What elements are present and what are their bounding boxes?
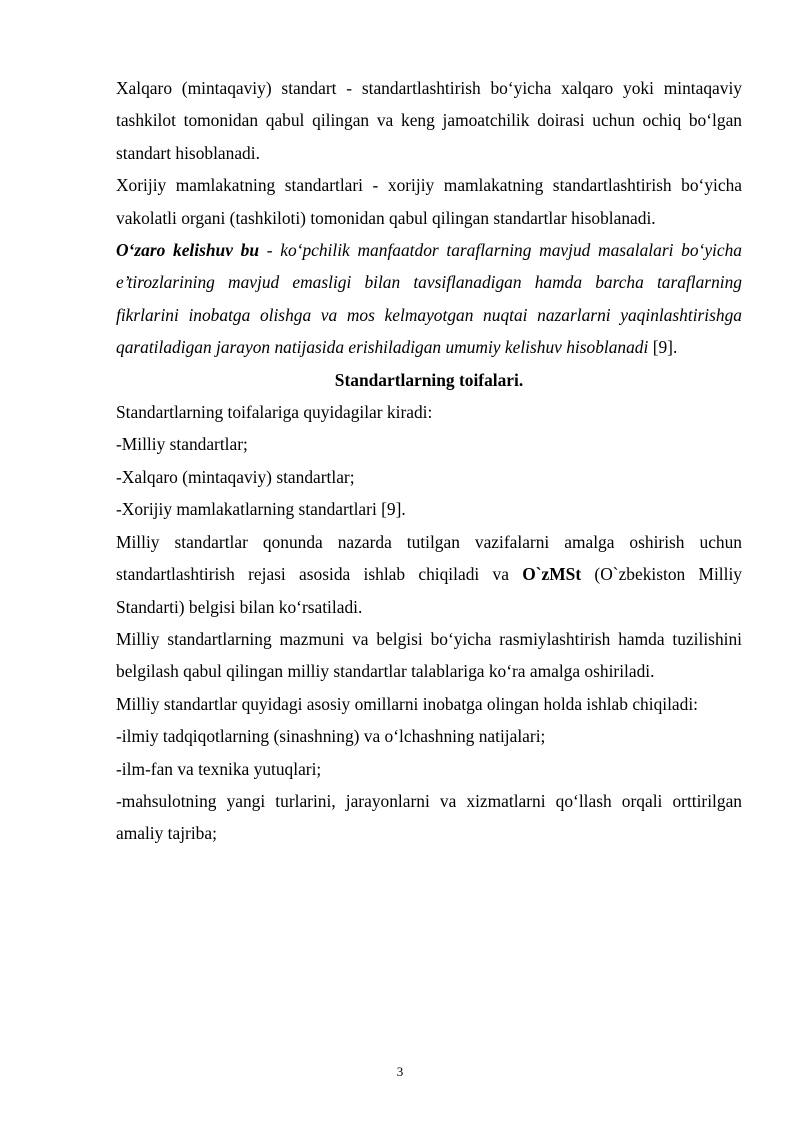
paragraph-international-standard: Xalqaro (mintaqaviy) standart - standartlashtirish bo‘yicha xalqaro yoki mintaqaviy tashkilot tomonidan qabul qilingan va keng jamoatchilik doirasi uchun ochiq bo‘lgan standart hisoblanadi. — [116, 78, 742, 163]
paragraph-consensus-definition — [116, 234, 742, 364]
paragraph-text: Milliy standartlar qonunda nazarda tutilgan vazifalarni amalga oshirish uchun standartlashtirish rejasi asosida ishlab chiqiladi va — [116, 531, 742, 585]
paragraph-development-factors: Milliy standartlar quyidagi asosiy omillarni inobatga olingan holda ishlab chiqiladi: — [116, 693, 699, 714]
list-item: -Xorijiy mamlakatlarning standartlari [9]. — [116, 499, 406, 520]
list-item: -ilm-fan va texnika yutuqlari; — [116, 758, 322, 779]
standard-mark: O`zMSt — [522, 564, 582, 585]
list-item: -ilmiy tadqiqotlarning (sinashning) va o‘lchashning natijalari; — [116, 726, 546, 747]
definition-consensus: - ko‘pchilik manfaatdor taraflarning mavjud masalalari bo‘yicha e’tirozlarining mavjud emasligi bilan tavsiflanadigan hamda barcha taraflarning fikrlarini inobatga olishga va mos kelmayotgan nuqtai nazarlarni yaqinlashtirishga qaratiladigan jarayon natijasida erishiladigan umumiy kelishuv hisoblanadi — [116, 240, 742, 358]
list-item: -mahsulotning yangi turlarini, jarayonlarni va xizmatlarni qo‘llash orqali orttirilgan amaliy tajriba; — [116, 790, 742, 844]
section-heading: Standartlarning toifalari. — [334, 369, 524, 390]
paragraph-foreign-standards: Xorijiy mamlakatning standartlari - xorijiy mamlakatning standartlashtirish bo‘yicha vakolatli organi (tashkiloti) tomonidan qabul qilingan standartlar hisoblanadi. — [116, 175, 742, 228]
page-number: 3 — [396, 1064, 404, 1079]
term-consensus: O‘zaro kelishuv bu — [116, 240, 259, 261]
paragraph-text: (O`zbekiston Milliy Standarti) belgisi bilan ko‘rsatiladi. — [116, 564, 742, 617]
list-item: -Xalqaro (mintaqaviy) standartlar; — [116, 466, 355, 487]
citation-reference: [9]. — [648, 337, 678, 358]
paragraph-categories-intro: Standartlarning toifalariga quyidagilar kiradi: — [116, 402, 433, 423]
paragraph-national-standards-content: Milliy standartlarning mazmuni va belgisi bo‘yicha rasmiylashtirish hamda tuzilishini belgilash qabul qilingan milliy standartlar talablariga ko‘ra amalga oshiriladi. — [116, 628, 742, 682]
paragraph-national-standards — [116, 526, 742, 623]
page-body — [116, 72, 742, 850]
list-item: -Milliy standartlar; — [116, 434, 248, 455]
